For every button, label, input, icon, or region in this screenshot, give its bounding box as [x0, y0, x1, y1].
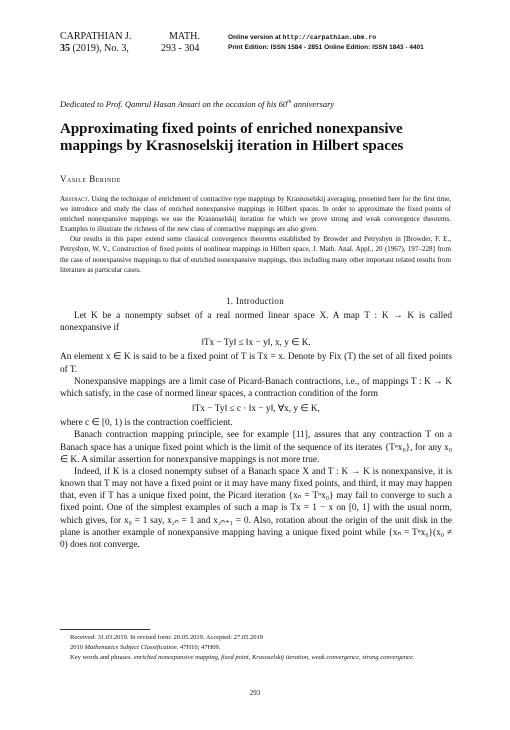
body-paragraph: Nonexpansive mappings are a limit case of Picard-Banach contractions, i.e., of mappings T : K → K which satisfy, in the case of normed linear spaces, a contraction condition of the form [60, 376, 452, 399]
volume-info: 35 (2019), No. 3, [60, 43, 129, 54]
abstract-paragraph-1: Abstract. Using the technique of enrichment of contractive type mappings by Krasnoselskij averaging, presented here for the first time, we introduce and study the class of enriched nonexpansive mappings in Hilbert spaces. In order to approximate the fixed points of enriched nonexpansive mappings we use the Krasnoselskij iteration for which we prove strong and weak convergence theorems. Examples to illustrate the richness of the new class of contractive mappings are also given. [60, 195, 451, 234]
body-paragraph: Indeed, if K is a closed nonempty subset of a Banach space X and T : K → K is nonexpansive, it is known that T may not have a fixed point or it may have many fixed points, and third, it may may happen that, even if T has a unique fixed point, the Picard iteration {xₙ = Tⁿx₀} may fail to converge to such a fixed point. One of the simplest examples of such a map is Tx = 1 − x on [0, 1] with the usual norm, which gives, for x₀ = 1 say, x₂ₙ = 1 and x₂ₙ₊₁ = 0. Also, rotation about the origin of the unit disk in the plane is another example of nonexpansive mapping having a unique fixed point while {xₙ = Tⁿx₀}(x₀ ≠ 0) does not converge. [60, 466, 452, 550]
abstract [60, 194, 451, 275]
body-paragraph: Banach contraction mapping principle, see for example [11], assures that any contraction T on a Banach space has a unique fixed point which is the limit of the sequence of its iterates {Tⁿx₀}, for any x₀ ∈ K. A similar assertion for nonexpansive mappings is not more true. [60, 430, 452, 465]
keywords: Key words and phrases. enriched nonexpansive mapping, fixed point, Krasoselskij iteration, weak convergence, strong convergence. [70, 654, 415, 661]
paper-title: Approximating fixed points of enriched nonexpansive mappings by Krasnoselskij iteration in Hilbert spaces [60, 121, 404, 154]
footnotes [60, 633, 452, 663]
body-paragraph: where c ∈ [0, 1) is the contraction coefficient. [60, 418, 233, 429]
issn-line: Print Edition: ISSN 1584 - 2851 Online Edition: ISSN 1843 - 4401 [228, 44, 424, 51]
equation-contraction: ‖Tx − Ty‖ ≤ c · ‖x − y‖, ∀x, y ∈ K, [192, 404, 320, 415]
msc-classification: 2010 Mathematics Subject Classification. 47H10; 47H09. [70, 644, 221, 651]
equation-nonexpansive: ‖Tx − Ty‖ ≤ ‖x − y‖, x, y ∈ K. [201, 338, 311, 349]
journal-name: CARPATHIAN J. [60, 31, 132, 42]
author-name: Vasile Berinde [60, 174, 121, 184]
body-text [60, 310, 452, 551]
body-paragraph: An element x ∈ K is said to be a fixed point of T is Tx = x. Denote by Fix (T) the set of all fixed points of T. [60, 352, 452, 375]
footnote-rule [60, 629, 150, 630]
abstract-label: Abstract. [60, 195, 90, 203]
body-paragraph: Let K be a nonempty subset of a real normed linear space X. A map T : K → K is called nonexpansive if [60, 311, 452, 334]
page-number: 293 [249, 689, 261, 697]
dedication: Dedicated to Prof. Qamrul Hasan Ansari on the occasion of his 60th anniversary [60, 99, 335, 109]
online-info: Online version at http://carpathian.ubm.ro Print Edition: ISSN 1584 - 2851 Online Edition: ISSN 1843 - 4401 [228, 34, 424, 51]
page-range: 293 - 304 [161, 43, 200, 54]
abstract-paragraph-2: Our results in this paper extend some classical convergence theorems established by Browder and Petryshyn in [Browder, F. E., Petryshyn, W. V., Construction of fixed points of nonlinear mappings in Hilbert space, J. Math. Anal. Appl., 20 (1967), 197–228] from the case of nonexpansive mappings to that of enriched nonexpansive mappings, thus including many other important related results from literature as particular cases. [60, 235, 451, 274]
received-dates: Received: 31.03.2019. In revised form: 20.05.2019. Accepted: 27.05.2019 [70, 634, 263, 641]
online-url[interactable]: http://carpathian.ubm.ro [282, 34, 377, 41]
journal-name-math: MATH. [169, 31, 200, 42]
section-heading: 1. Introduction [226, 296, 284, 306]
